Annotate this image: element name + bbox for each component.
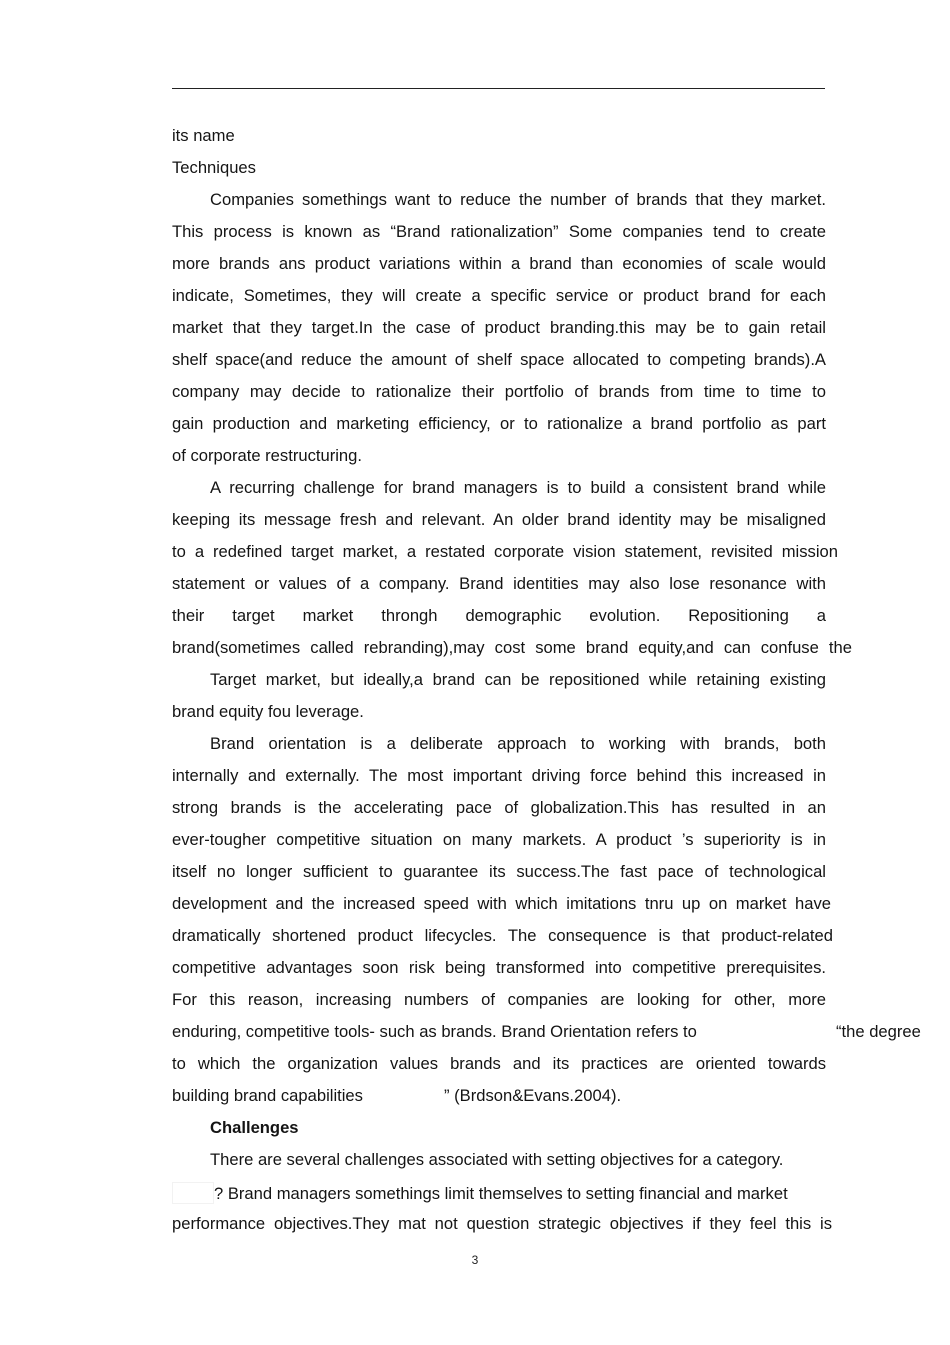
- citation: ” (Brdson&Evans.2004).: [444, 1086, 622, 1105]
- text-line: more brands ans product variations within a brand than economies of scale would: [172, 254, 826, 273]
- text-line: statement or values of a company. Brand identities may also lose resonance with: [172, 574, 826, 593]
- text-line: to a redefined target market, a restated corporate vision statement, revisited mission: [172, 542, 838, 561]
- text-line: competitive advantages soon risk being transformed into competitive prerequisites.: [172, 958, 826, 977]
- text-line: gain production and marketing efficiency, or to rationalize a brand portfolio as part: [172, 414, 826, 433]
- text-line: to which the organization values brands and its practices are oriented towards: [172, 1054, 826, 1073]
- text-line: development and the increased speed with which imitations tnru up on market have: [172, 894, 831, 913]
- text-line: keeping its message fresh and relevant. An older brand identity may be misaligned: [172, 510, 826, 529]
- section-heading-challenges: Challenges: [210, 1118, 299, 1137]
- text-line: building brand capabilities: [172, 1086, 363, 1105]
- text-line: indicate, Sometimes, they will create a specific service or product brand for each: [172, 286, 826, 305]
- bullet-box-icon: [172, 1182, 214, 1204]
- section-heading-techniques: Techniques: [172, 158, 256, 177]
- text-line: performance objectives.They mat not question strategic objectives if they feel this is: [172, 1214, 832, 1233]
- text-line: its name: [172, 126, 235, 145]
- text-line: Brand orientation is a deliberate approach to working with brands, both: [210, 734, 826, 753]
- text-line: A recurring challenge for brand managers is to build a consistent brand while: [210, 478, 826, 497]
- text-line: their target market throngh demographic evolution. Repositioning a: [172, 606, 826, 625]
- text-line: This process is known as “Brand rationalization” Some companies tend to create: [172, 222, 826, 241]
- bullet-line-text: ? Brand managers somethings limit themselves to setting financial and market: [214, 1184, 788, 1203]
- page-number: 3: [471, 1253, 479, 1267]
- text-line: There are several challenges associated with setting objectives for a category.: [210, 1150, 784, 1169]
- text-line: internally and externally. The most important driving force behind this increased in: [172, 766, 826, 785]
- header-rule: [172, 88, 825, 89]
- text-line-quote: “the degree: [836, 1022, 921, 1041]
- text-line: brand equity fou leverage.: [172, 702, 364, 721]
- text-line: dramatically shortened product lifecycles. The consequence is that product-related: [172, 926, 833, 945]
- text-line: company may decide to rationalize their portfolio of brands from time to time to: [172, 382, 826, 401]
- text-line: of corporate restructuring.: [172, 446, 362, 465]
- text-line: shelf space(and reduce the amount of shelf space allocated to competing brands).A: [172, 350, 826, 369]
- text-line: strong brands is the accelerating pace of globalization.This has resulted in an: [172, 798, 826, 817]
- text-line: Target market, but ideally,a brand can be repositioned while retaining existing: [210, 670, 826, 689]
- text-line: ever-tougher competitive situation on many markets. A product ’s superiority is in: [172, 830, 826, 849]
- text-line: itself no longer sufficient to guarantee its success.The fast pace of technological: [172, 862, 826, 881]
- text-line: enduring, competitive tools- such as brands. Brand Orientation refers to: [172, 1022, 697, 1041]
- text-line: For this reason, increasing numbers of companies are looking for other, more: [172, 990, 826, 1009]
- bullet-line: [172, 1182, 788, 1204]
- text-line: market that they target.In the case of product branding.this may be to gain retail: [172, 318, 826, 337]
- text-line: brand(sometimes called rebranding),may cost some brand equity,and can confuse the: [172, 638, 852, 657]
- text-line: Companies somethings want to reduce the number of brands that they market.: [210, 190, 826, 209]
